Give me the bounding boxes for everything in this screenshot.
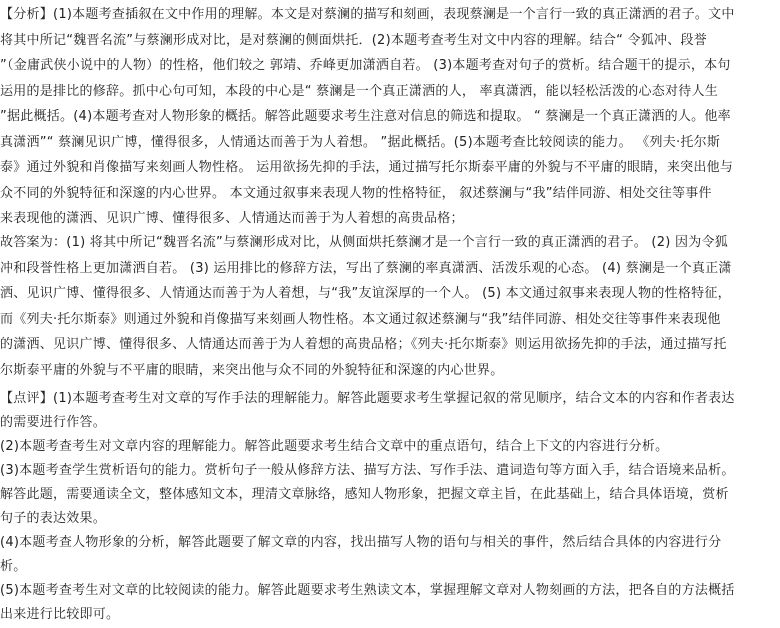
answer-line: 洒、见识广博、懂得很多、人情通达而善于为人着想，与“我”友谊深厚的一个人。 (5) 本文通过叙事来表现人物的性格特征，: [0, 286, 731, 301]
comment-line: 出来进行比较即可。: [0, 607, 120, 622]
comment-line: 析。: [0, 559, 27, 574]
analysis-line: 【分析】(1)本题考查插叙在文中作用的理解。本文是对蔡澜的描写和刻画，表现蔡澜是一个言行一致的真正潇洒的君子。文中: [0, 7, 735, 22]
analysis-line: 众不同的外貌特征和深邃的内心世界。 本文通过叙事来表现人物的性格特征， 叙述蔡澜与“我”结伴同游、相处交往等事件: [0, 185, 712, 201]
analysis-line: 真潇洒”“ 蔡澜见识广博，懂得很多，人情通达而善于为人着想。 ”据此概括。(5)本题考查比较阅读的能力。 《列夫·托尔斯: [0, 134, 721, 150]
analysis-line: 运用的是排比的修辞。抓中心句可知，本段的中心是“ 蔡澜是一个真正潇洒的人， 率真潇洒，能以轻松活泼的心态对待人生: [0, 83, 719, 99]
comment-line: (3)本题考查学生赏析语句的能力。赏析句子一般从修辞方法、描写方法、写作手法、遣词造句等方面入手，结合语境来品析。: [0, 463, 735, 478]
answer-line: 冲和段誉性格上更加潇洒自若。 (3) 运用排比的修辞方法，写出了蔡澜的率真潇洒、活泼乐观的心态。 (4) 蔡澜是一个真正潇: [0, 260, 732, 276]
answer-line: 尔斯泰平庸的外貌与不平庸的眼睛，来突出他与众不同的外貌特征和深邃的内心世界。: [0, 362, 504, 378]
analysis-line: ”据此概括。(4)本题考查对人物形象的概括。解答此题要求考生注意对信息的筛选和提取。 “ 蔡澜是一个真正潇洒的人。他率: [0, 109, 731, 124]
comment-line: 【点评】(1)本题考查考生对文章的写作手法的理解能力。解答此题要求考生掌握记叙的常见顺序，结合文本的内容和作者表达: [0, 391, 735, 406]
comment-line: (2)本题考查考生对文章内容的理解能力。解答此题要求考生结合文章中的重点语句，结合上下文的内容进行分析。: [0, 439, 669, 454]
comment-line: 的需要进行作答。: [0, 415, 107, 430]
answer-line: 故答案为：(1) 将其中所记“魏晋名流”与蔡澜形成对比，从侧面烘托蔡澜才是一个言行一致的真正潇洒的君子。 (2) 因为令狐: [0, 235, 728, 250]
comment-line: 句子的表达效果。: [0, 511, 107, 526]
comment-line: (5)本题考查考生对文章的比较阅读的能力。解答此题要求考生熟读文本，掌握理解文章对人物刻画的方法，把各自的方法概括: [0, 583, 735, 598]
analysis-line: 泰》通过外貌和肖像描写来刻画人物性格。 运用欲扬先抑的手法，通过描写托尔斯泰平庸的外貌与不平庸的眼睛，来突出他与: [0, 160, 734, 175]
analysis-line: ”（金庸武侠小说中的人物）的性格，他们较之 郭靖、乔峰更加潇洒自若。 (3)本题考查对句子的赏析。结合题干的提示，本句: [0, 58, 731, 73]
analysis-line: 将其中所记“魏晋名流”与蔡澜形成对比，是对蔡澜的侧面烘托．(2)本题考查考生对文中内容的理解。结合“ 令狐冲、段誉: [0, 32, 708, 48]
answer-line: 的潇洒、见识广博、懂得很多、人情通达而善于为人着想的高贵品格；《列夫·托尔斯泰》则运用欲扬先抑的手法，通过描写托: [0, 337, 727, 352]
comment-line: 解答此题，需要通读全文，整体感知文本，理清文章脉络，感知人物形象，把握文章主旨，在此基础上，结合具体语境，赏析: [0, 487, 729, 502]
comment-line: (4)本题考查人物形象的分析，解答此题要了解文章的内容，找出描写人物的语句与相关的事件，然后结合具体的内容进行分: [0, 535, 722, 550]
answer-line: 而《列夫·托尔斯泰》则通过外貌和肖像描写来刻画人物性格。本文通过叙述蔡澜与“我”结伴同游、相处交往等事件来表现他: [0, 311, 721, 327]
analysis-line: 来表现他的潇洒、见识广博、懂得很多、人情通达而善于为人着想的高贵品格；: [0, 211, 464, 226]
